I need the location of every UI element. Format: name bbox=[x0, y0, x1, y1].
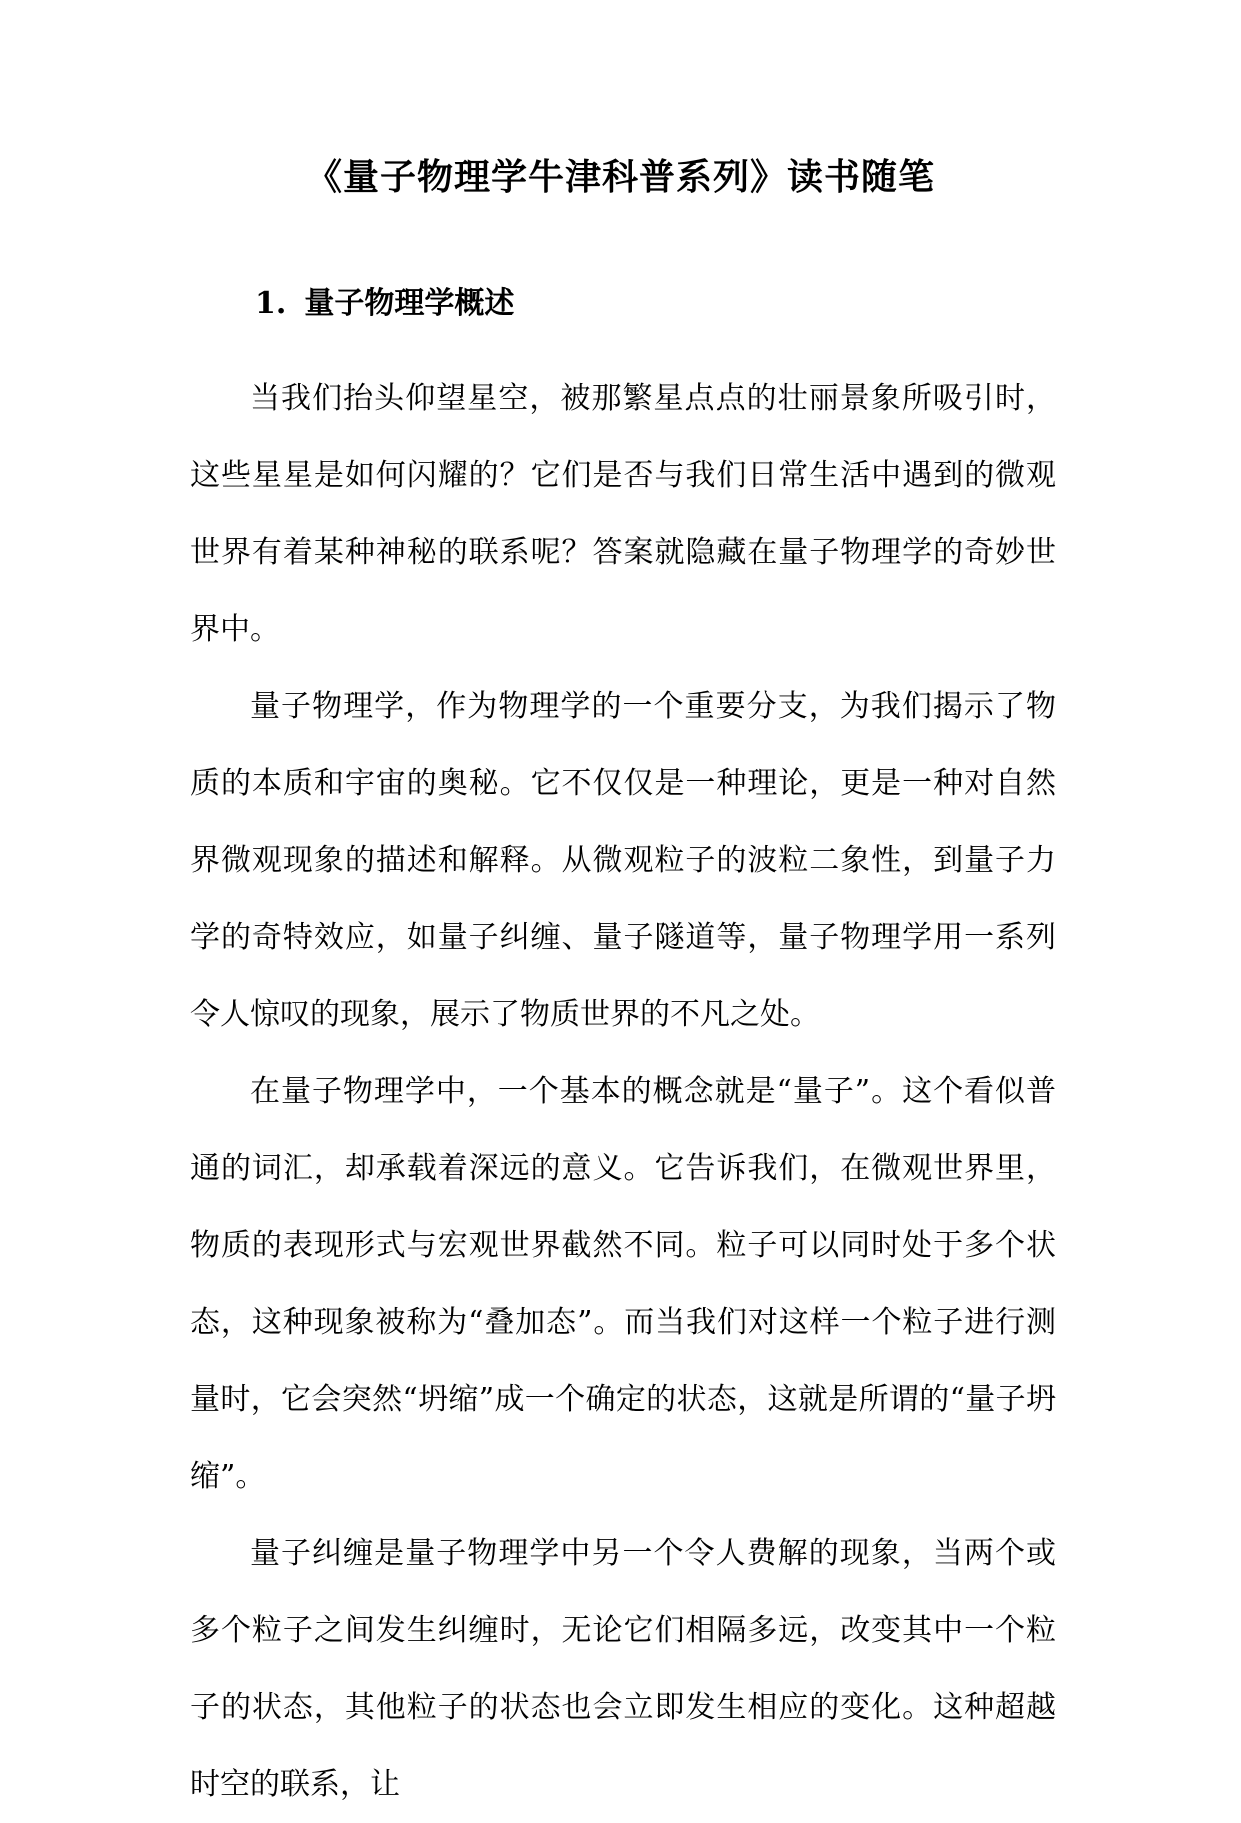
paragraph: 在量子物理学中，一个基本的概念就是“量子”。这个看似普通的词汇，却承载着深远的意义。它告诉我们，在微观世界里，物质的表现形式与宏观世界截然不同。粒子可以同时处于多个状态，这种现象被称为“叠加态”。而当我们对这样一个粒子进行测量时，它会突然“坍缩”成一个确定的状态，这就是所谓的“量子坍缩”。 bbox=[190, 1074, 1056, 1494]
document-title: 《量子物理学牛津科普系列》读书随笔 bbox=[305, 156, 935, 198]
document-body bbox=[190, 360, 1056, 1823]
section-heading-text: 量子物理学概述 bbox=[304, 286, 515, 321]
paragraph: 当我们抬头仰望星空，被那繁星点点的壮丽景象所吸引时，这些星星是如何闪耀的？它们是否与我们日常生活中遇到的微观世界有着某种神秘的联系呢？答案就隐藏在量子物理学的奇妙世界中。 bbox=[190, 381, 1056, 647]
paragraph: 量子纠缠是量子物理学中另一个令人费解的现象，当两个或多个粒子之间发生纠缠时，无论它们相隔多远，改变其中一个粒子的状态，其他粒子的状态也会立即发生相应的变化。这种超越时空的联系，让 bbox=[190, 1536, 1056, 1802]
paragraph: 量子物理学，作为物理学的一个重要分支，为我们揭示了物质的本质和宇宙的奥秘。它不仅仅是一种理论，更是一种对自然界微观现象的描述和解释。从微观粒子的波粒二象性，到量子力学的奇特效应，如量子纠缠、量子隧道等，量子物理学用一系列令人惊叹的现象，展示了物质世界的不凡之处。 bbox=[190, 689, 1056, 1032]
section-heading bbox=[255, 281, 514, 327]
section-number: 1. bbox=[255, 286, 287, 321]
